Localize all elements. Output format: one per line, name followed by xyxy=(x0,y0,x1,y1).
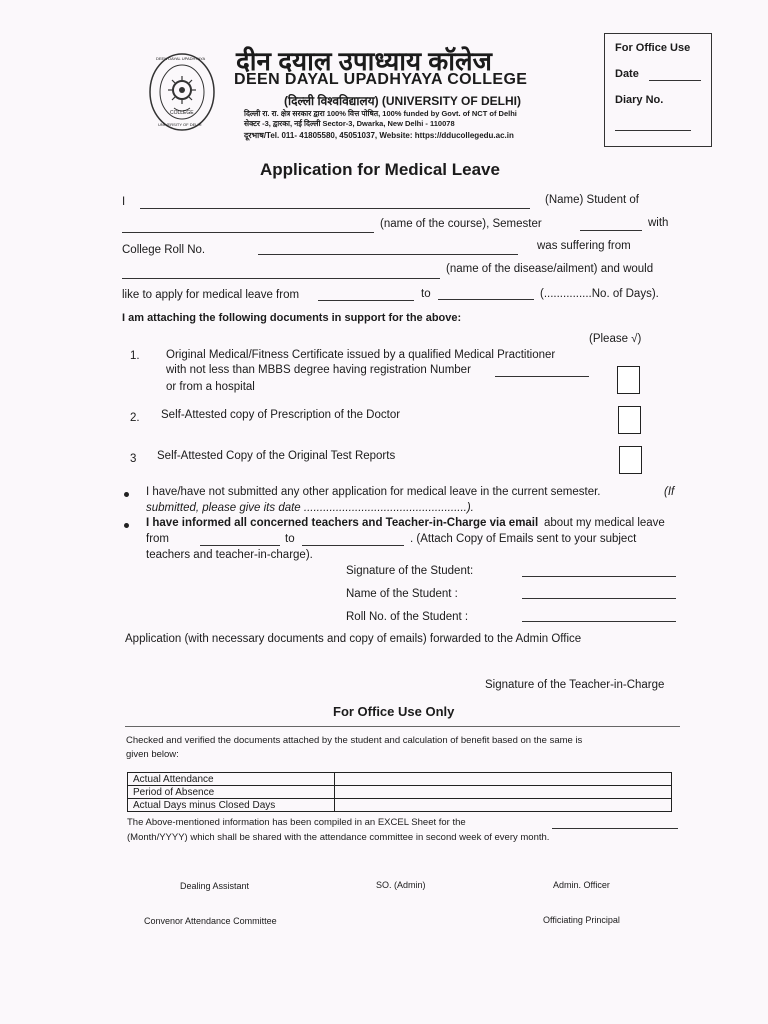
checked-text-2: given below: xyxy=(126,749,179,760)
table-value-cell[interactable] xyxy=(335,786,672,799)
email-from-field[interactable] xyxy=(200,545,280,546)
registration-number-field[interactable] xyxy=(495,376,589,377)
address-line-2: सेक्टर -3, द्वारका, नई दिल्ली Sector-3, Dwarka, New Delhi - 110078 xyxy=(244,119,455,128)
table-label-cell: Actual Attendance xyxy=(128,773,335,786)
i-label: I xyxy=(122,196,126,208)
convenor-label: Convenor Attendance Committee xyxy=(144,916,277,926)
bullet-2-from: from xyxy=(146,533,169,545)
forwarded-text: Application (with necessary documents and copy of emails) forwarded to the Admin Office xyxy=(125,633,582,645)
doc-2-number: 2. xyxy=(130,412,140,424)
office-date-line[interactable] xyxy=(649,80,701,81)
email-to-field[interactable] xyxy=(302,545,404,546)
table-row xyxy=(128,786,672,799)
bullet-2-end: teachers and teacher-in-charge). xyxy=(146,549,313,561)
student-roll-label: Roll No. of the Student : xyxy=(346,611,469,623)
student-signature-field[interactable] xyxy=(522,576,676,577)
table-label-cell: Actual Days minus Closed Days xyxy=(128,799,335,812)
leave-to-label: to xyxy=(421,288,431,300)
form-title: Application for Medical Leave xyxy=(260,160,500,179)
please-tick-label: (Please √) xyxy=(589,333,642,345)
course-name-field[interactable] xyxy=(122,232,374,233)
seal-bottom-text: UNIVERSITY OF DELHI xyxy=(158,122,202,127)
dealing-assistant-label: Dealing Assistant xyxy=(180,881,250,891)
bullet-1 xyxy=(124,492,129,497)
with-label: with xyxy=(648,217,669,229)
hindi-college-title: दीन दयाल उपाध्याय कॉलेज xyxy=(236,46,492,76)
bullet-1-text: I have/have not submitted any other application for medical leave in the current semester. xyxy=(146,486,601,498)
bullet-1-if: (If xyxy=(664,486,675,498)
so-admin-label: SO. (Admin) xyxy=(376,880,426,890)
office-diary-label: Diary No. xyxy=(615,94,664,106)
month-year-field[interactable] xyxy=(552,828,678,829)
attendance-table xyxy=(127,772,672,812)
office-only-divider xyxy=(125,726,680,727)
office-diary-line[interactable] xyxy=(615,130,691,131)
college-roll-label: College Roll No. xyxy=(122,244,206,256)
leave-to-field[interactable] xyxy=(438,299,534,300)
student-roll-field[interactable] xyxy=(522,621,676,622)
table-row xyxy=(128,773,672,786)
principal-label: Officiating Principal xyxy=(543,915,620,925)
course-label: (name of the course), Semester xyxy=(380,218,542,230)
admin-officer-label: Admin. Officer xyxy=(553,880,610,890)
college-roll-field[interactable] xyxy=(258,254,518,255)
office-use-box xyxy=(604,33,712,147)
college-seal xyxy=(148,52,216,132)
bullet-2-to: to xyxy=(285,533,295,545)
student-signature-label: Signature of the Student: xyxy=(346,565,474,577)
office-date-label: Date xyxy=(615,68,639,80)
student-name-label: Name of the Student : xyxy=(346,588,458,600)
bullet-2-rest: about my medical leave xyxy=(544,517,665,529)
address-line-3: दूरभाष/Tel. 011- 41805580, 45051037, Website: https://dducollegedu.ac.in xyxy=(244,131,514,140)
no-of-days-label: (...............No. of Days). xyxy=(540,288,659,300)
office-use-title: For Office Use xyxy=(615,42,691,54)
bullet-2 xyxy=(124,523,129,528)
compiled-text-2: (Month/YYYY) which shall be shared with the attendance committee in second week of every month. xyxy=(127,832,550,843)
teacher-signature-label: Signature of the Teacher-in-Charge xyxy=(485,679,665,691)
bullet-1-date: submitted, please give its date ...................................................). xyxy=(146,502,474,514)
college-name: DEEN DAYAL UPADHYAYA COLLEGE xyxy=(234,71,528,88)
doc-1-line3: or from a hospital xyxy=(166,381,255,393)
doc-3-line1: Self-Attested Copy of the Original Test Reports xyxy=(157,450,396,462)
university-name: (दिल्ली विश्वविद्यालय) (UNIVERSITY OF DELHI) xyxy=(284,94,522,108)
compiled-text-1: The Above-mentioned information has been compiled in an EXCEL Sheet for the xyxy=(127,817,466,828)
doc-1-line1: Original Medical/Fitness Certificate issued by a qualified Medical Practitioner xyxy=(166,349,556,361)
doc-3-number: 3 xyxy=(130,453,137,465)
doc-2-checkbox[interactable] xyxy=(618,406,641,434)
seal-top-text: DEEN DAYAL UPADHYAYA xyxy=(156,56,206,61)
semester-field[interactable] xyxy=(580,230,642,231)
office-only-title: For Office Use Only xyxy=(333,704,455,719)
doc-1-line2: with not less than MBBS degree having registration Number xyxy=(166,364,471,376)
checked-text-1: Checked and verified the documents attached by the student and calculation of benefit based on the same is xyxy=(126,735,583,746)
bullet-2-attach: . (Attach Copy of Emails sent to your subject xyxy=(410,533,637,545)
table-value-cell[interactable] xyxy=(335,773,672,786)
student-name-sign-field[interactable] xyxy=(522,598,676,599)
doc-3-checkbox[interactable] xyxy=(619,446,642,474)
student-name-field[interactable] xyxy=(140,208,530,209)
table-row xyxy=(128,799,672,812)
address-line-1: दिल्ली रा. रा. क्षेत्र सरकार द्वारा 100% वित्त पोषित, 100% funded by Govt. of NCT of Delhi xyxy=(244,109,517,118)
doc-1-checkbox[interactable] xyxy=(617,366,640,394)
was-suffering-label: was suffering from xyxy=(537,240,631,252)
leave-from-field[interactable] xyxy=(318,300,414,301)
attaching-heading: I am attaching the following documents in support for the above: xyxy=(122,312,462,324)
table-value-cell[interactable] xyxy=(335,799,672,812)
doc-1-number: 1. xyxy=(130,350,140,362)
doc-2-line1: Self-Attested copy of Prescription of the Doctor xyxy=(161,409,401,421)
table-label-cell: Period of Absence xyxy=(128,786,335,799)
bullet-2-bold: I have informed all concerned teachers and Teacher-in-Charge via email xyxy=(146,517,539,529)
disease-field[interactable] xyxy=(122,278,440,279)
disease-label: (name of the disease/ailment) and would xyxy=(446,263,654,275)
seal-center-text: COLLEGE xyxy=(170,110,194,116)
leave-from-label: like to apply for medical leave from xyxy=(122,289,300,301)
name-student-of-label: (Name) Student of xyxy=(545,194,639,206)
